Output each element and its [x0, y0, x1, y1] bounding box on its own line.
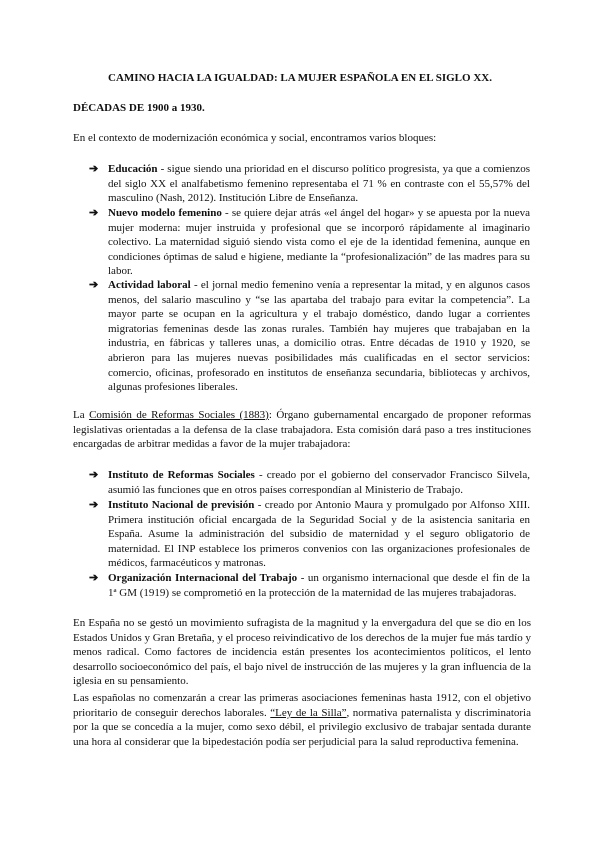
list-item-label: Instituto de Reformas Sociales	[108, 469, 255, 481]
list-item-oit	[89, 571, 530, 600]
arrow-right-icon: ➔	[89, 279, 99, 291]
text-span: La	[73, 409, 90, 421]
arrow-right-icon: ➔	[89, 163, 99, 175]
list-item-text: - creado por el gobierno del conservador Francisco Silvela, asumió las funciones que en otros países correspondían al Ministerio de Trabajo.	[108, 469, 530, 496]
list-item-label: Instituto Nacional de previsión	[108, 499, 255, 511]
list-item-nuevo-modelo	[89, 206, 530, 279]
list-item-label: Nuevo modelo femenino	[108, 207, 222, 219]
ley-silla-link[interactable]: “Ley de la Silla”	[270, 706, 347, 719]
list-item-label: Actividad laboral	[108, 279, 191, 291]
text-span: , normativa paternalista y discriminatoria por la que se concedía a la mujer, como sexo débil, el privilegio exclusivo de trabajar sentada durante una hora al considerar que la bipedestación podía ser perjudicial para la salud reproductiva femenina.	[73, 706, 531, 748]
list-item-text: - el jornal medio femenino venía a representar la mitad, y en algunos casos menos, del salario masculino y “se las apartaba del trabajo para evitar la competencia”. La mayor parte se ocupan en la agricultura y el trabajo doméstico, dando lugar a corrientes migratorias femeninas desde las zonas rurales. También hay mujeres que trabajaban en la industria, en fábricas y talleres unas, a domicilio otras. Entre décadas de 1910 y 1920, se abrieron para las mujeres nuevas posibilidades más cualificadas en el sector servicios: comercio, oficinas, profesorado en institutos de enseñanza secundaria, bibliotecas y archivos, algunas profesiones liberales.	[108, 279, 530, 394]
comision-paragraph	[73, 408, 531, 452]
comision-link[interactable]: Comisión de Reformas Sociales (1883)	[89, 409, 269, 421]
list-item-educacion	[89, 162, 530, 206]
list-item-inp	[89, 498, 530, 571]
arrow-right-icon: ➔	[89, 469, 99, 481]
list-item-text: - sigue siendo una prioridad en el discurso político progresista, ya que a comienzos del siglo XX el analfabetismo femenino representaba el 71 % en contraste con el 55,57% del masculino (Nash, 2012). Institución Libre de Enseñanza.	[108, 163, 530, 205]
list-item-text: - se quiere dejar atrás «el ángel del hogar» y se apuesta por la nueva mujer moderna: mujer instruida y profesional que se incorporó rápidamente al imaginario colectivo. La maternidad siguió siendo vista como el eje de la identidad femenina, aunque en condiciones óptimas de salud e higiene, mediante la “profesionalización” de las madres para su labor.	[108, 207, 530, 278]
sufragismo-paragraph: En España no se gestó un movimiento sufragista de la magnitud y la envergadura del que se dio en los Estados Unidos y Gran Bretaña, y el proceso reivindicativo de los derechos de la mujer fue más tardío y menos radical. Como factores de incidencia están presentes los acontecimientos políticos, el lento desarrollo socioeconómico del país, el bajo nivel de instrucción de las mujeres y la gran influencia de la iglesia en su pensamiento.	[73, 617, 531, 688]
document-title: CAMINO HACIA LA IGUALDAD: LA MUJER ESPAÑOLA EN EL SIGLO XX.	[108, 72, 492, 84]
list-item-text: - creado por Antonio Maura y promulgado por Alfonso XIII. Primera institución oficial encargada de la Seguridad Social y de la asistencia sanitaria en España. Asume la administración del subsidio de maternidad y el seguro obligatorio de maternidad. El INP establece los primeros convenios con las organizaciones profesionales de médicos, farmacéuticos y matronas.	[108, 499, 530, 570]
arrow-right-icon: ➔	[89, 499, 99, 511]
list-item-label: Educación	[108, 163, 158, 175]
list-item-text: - un organismo internacional que desde el fin de la 1ª GM (1919) se comprometió en la protección de la maternidad de las mujeres trabajadoras.	[108, 572, 530, 599]
section-heading: DÉCADAS DE 1900 a 1930.	[73, 102, 205, 114]
text-span: Las españolas no comenzarán a crear las primeras asociaciones femeninas hasta 1912, con el objetivo prioritario de conseguir derechos laborales.	[73, 692, 531, 719]
asociaciones-paragraph	[73, 691, 531, 749]
intro-paragraph: En el contexto de modernización económica y social, encontramos varios bloques:	[73, 132, 437, 144]
list-item-instituto-reformas	[89, 468, 530, 497]
list-item-actividad-laboral	[89, 278, 530, 395]
text-span: : Órgano gubernamental encargado de proponer reformas legislativas orientadas a la defensa de la clase trabajadora. Esta comisión dará paso a tres instituciones encargadas de arbitrar medidas a favor de la mujer trabajadora:	[73, 409, 531, 451]
arrow-right-icon: ➔	[89, 572, 99, 584]
list-item-label: Organización Internacional del Trabajo	[108, 572, 298, 584]
arrow-right-icon: ➔	[89, 207, 99, 219]
